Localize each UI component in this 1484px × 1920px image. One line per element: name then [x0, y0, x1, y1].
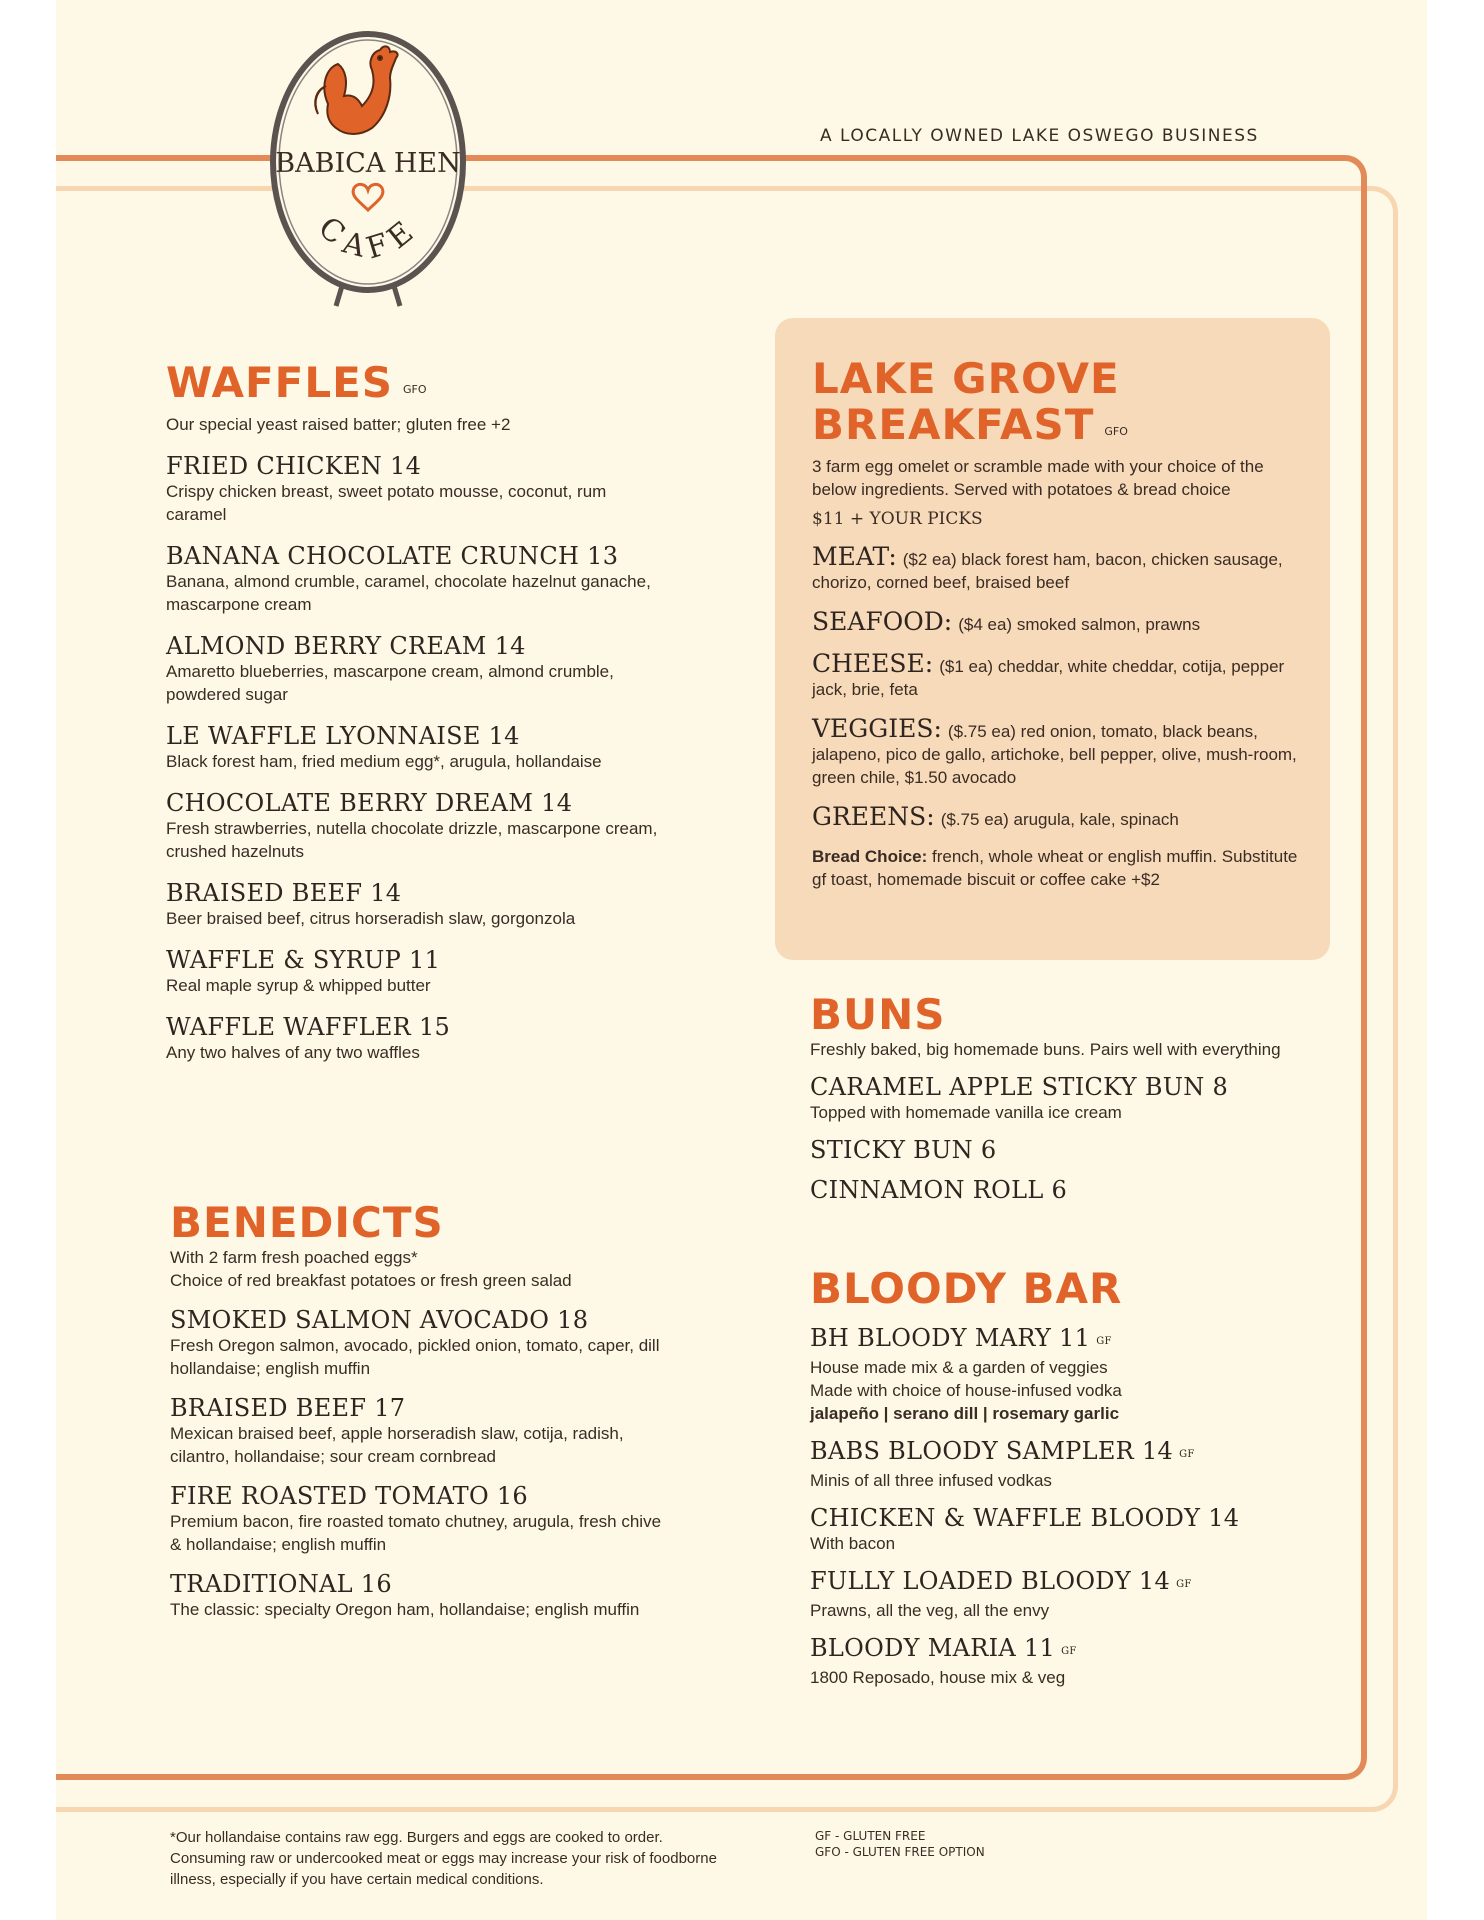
breakfast-pick: SEAFOOD: ($4 ea) smoked salmon, prawns: [812, 607, 1201, 636]
breakfast-title-2: BREAKFAST GFO: [812, 400, 1128, 449]
menu-item: [170, 1306, 670, 1380]
benedicts-section: [170, 1200, 670, 1621]
menu-item: [810, 1324, 1330, 1425]
menu-item: [166, 542, 666, 616]
menu-item-name: LE WAFFLE LYONNAISE 14: [166, 722, 520, 750]
menu-item-description: Fresh strawberries, nutella chocolate drizzle, mascarpone cream, crushed hazelnuts: [166, 819, 658, 861]
breakfast-section: [812, 356, 1312, 891]
menu-item-description: The classic: specialty Oregon ham, hollandaise; english muffin: [170, 1600, 640, 1619]
menu-item: [166, 946, 666, 997]
menu-item: [170, 1482, 670, 1556]
menu-item-name: CHOCOLATE BERRY DREAM 14: [166, 789, 573, 817]
menu-item-description: Mexican braised beef, apple horseradish slaw, cotija, radish, cilantro, hollandaise; sour cream cornbread: [170, 1424, 624, 1466]
menu-item: [810, 1567, 1330, 1622]
breakfast-pick: MEAT: ($2 ea) black forest ham, bacon, chicken sausage, chorizo, corned beef, braised beef: [812, 542, 1283, 592]
menu-item-description: Crispy chicken breast, sweet potato mousse, coconut, rum caramel: [166, 482, 607, 524]
menu-item-description: Made with choice of house-infused vodka: [810, 1381, 1122, 1400]
menu-item-name: WAFFLE WAFFLER 15: [166, 1013, 451, 1041]
gfo-tag: GFO: [403, 383, 427, 396]
menu-item: [810, 1176, 1330, 1204]
menu-item: [170, 1570, 670, 1621]
menu-item-description: Premium bacon, fire roasted tomato chutney, arugula, fresh chive & hollandaise; english muffin: [170, 1512, 662, 1554]
menu-item: [810, 1136, 1330, 1164]
gf-legend: GF - GLUTEN FREE GFO - GLUTEN FREE OPTION: [815, 1829, 985, 1859]
tagline: A LOCALLY OWNED LAKE OSWEGO BUSINESS: [820, 126, 1259, 146]
menu-item-description: Beer braised beef, citrus horseradish slaw, gorgonzola: [166, 909, 576, 928]
gf-tag: GF: [1176, 1579, 1192, 1590]
menu-item-name: STICKY BUN 6: [810, 1136, 997, 1164]
gf-tag: GF: [1096, 1336, 1112, 1347]
menu-item-name: BH BLOODY MARY 11 GF: [810, 1324, 1112, 1352]
menu-item-name: TRADITIONAL 16: [170, 1570, 392, 1598]
menu-item-name: SMOKED SALMON AVOCADO 18: [170, 1306, 589, 1334]
buns-subtitle: Freshly baked, big homemade buns. Pairs well with everything: [810, 1040, 1281, 1059]
menu-item-description: Amaretto blueberries, mascarpone cream, almond crumble, powdered sugar: [166, 662, 614, 704]
logo-cafe-text: CAFE: [311, 210, 427, 267]
waffles-subtitle: Our special yeast raised batter; gluten free +2: [166, 415, 511, 434]
menu-item-description: Topped with homemade vanilla ice cream: [810, 1103, 1122, 1122]
menu-item: [166, 722, 666, 773]
bread-choice: Bread Choice: french, whole wheat or english muffin. Substitute gf toast, homemade biscuit or coffee cake +$2: [812, 847, 1298, 889]
menu-item-description: Any two halves of any two waffles: [166, 1043, 420, 1062]
menu-item-description: Black forest ham, fried medium egg*, arugula, hollandaise: [166, 752, 602, 771]
menu-item: [810, 1504, 1330, 1555]
menu-item-name: BRAISED BEEF 14: [166, 879, 402, 907]
menu-item-name: BABS BLOODY SAMPLER 14 GF: [810, 1437, 1195, 1465]
menu-item: [166, 1013, 666, 1064]
benedicts-subtitle-1: With 2 farm fresh poached eggs*: [170, 1248, 418, 1267]
benedicts-subtitle-2: Choice of red breakfast potatoes or fresh green salad: [170, 1271, 572, 1290]
menu-item-description: House made mix & a garden of veggies: [810, 1358, 1108, 1377]
menu-item: [810, 1437, 1330, 1492]
menu-item: [166, 452, 666, 526]
menu-item-name: BRAISED BEEF 17: [170, 1394, 406, 1422]
menu-item-description: With bacon: [810, 1534, 896, 1553]
menu-item: [810, 1073, 1330, 1124]
menu-item-description: Prawns, all the veg, all the envy: [810, 1601, 1050, 1620]
menu-item-name: CINNAMON ROLL 6: [810, 1176, 1068, 1204]
menu-item-description: Minis of all three infused vodkas: [810, 1471, 1052, 1490]
waffles-section: [166, 360, 666, 1064]
breakfast-title-1: LAKE GROVE: [812, 354, 1120, 403]
bloody-bar-section: [810, 1266, 1330, 1689]
gfo-tag: GFO: [1104, 425, 1128, 438]
breakfast-pick: GREENS: ($.75 ea) arugula, kale, spinach: [812, 802, 1179, 831]
menu-item-name: CHICKEN & WAFFLE BLOODY 14: [810, 1504, 1240, 1532]
gf-tag: GF: [1061, 1646, 1077, 1657]
menu-item-name: CARAMEL APPLE STICKY BUN 8: [810, 1073, 1229, 1101]
menu-item: [810, 1634, 1330, 1689]
menu-item: [166, 789, 666, 863]
gf-tag: GF: [1179, 1449, 1195, 1460]
menu-item: [170, 1394, 670, 1468]
logo: [268, 24, 468, 310]
menu-item-name: WAFFLE & SYRUP 11: [166, 946, 441, 974]
breakfast-pick: CHEESE: ($1 ea) cheddar, white cheddar, cotija, pepper jack, brie, feta: [812, 649, 1285, 699]
menu-item-name: ALMOND BERRY CREAM 14: [166, 632, 526, 660]
buns-section: [810, 992, 1330, 1204]
menu-item-description: 1800 Reposado, house mix & veg: [810, 1668, 1066, 1687]
menu-item-name: FIRE ROASTED TOMATO 16: [170, 1482, 528, 1510]
breakfast-price: $11 + YOUR PICKS: [812, 509, 983, 529]
menu-item: [166, 632, 666, 706]
logo-name-text: BABICA HEN: [275, 148, 461, 179]
menu-item: [166, 879, 666, 930]
buns-title: BUNS: [810, 990, 946, 1039]
bloody-bar-title: BLOODY BAR: [810, 1264, 1123, 1313]
breakfast-pick: VEGGIES: ($.75 ea) red onion, tomato, black beans, jalapeno, pico de gallo, artichoke, bell pepper, olive, mush-room, green chile, $1.50 avocado: [812, 714, 1297, 787]
menu-item-name: FRIED CHICKEN 14: [166, 452, 422, 480]
waffles-title: WAFFLES GFO: [166, 358, 427, 407]
menu-item-description: Banana, almond crumble, caramel, chocolate hazelnut ganache, mascarpone cream: [166, 572, 651, 614]
menu-item-name: BLOODY MARIA 11 GF: [810, 1634, 1077, 1662]
menu-item-name: FULLY LOADED BLOODY 14 GF: [810, 1567, 1192, 1595]
benedicts-title: BENEDICTS: [170, 1198, 444, 1247]
menu-item-description: Real maple syrup & whipped butter: [166, 976, 431, 995]
footer-disclaimer: *Our hollandaise contains raw egg. Burgers and eggs are cooked to order. Consuming raw or undercooked meat or eggs may increase your risk of foodborne illness, especially if you have certain medical conditions.: [170, 1829, 717, 1888]
menu-item-description: Fresh Oregon salmon, avocado, pickled onion, tomato, caper, dill hollandaise; english muffin: [170, 1336, 660, 1378]
menu-item-description: jalapeño | serano dill | rosemary garlic: [810, 1404, 1120, 1423]
breakfast-subtitle: 3 farm egg omelet or scramble made with your choice of the below ingredients. Served with potatoes & bread choice: [812, 457, 1264, 499]
menu-item-name: BANANA CHOCOLATE CRUNCH 13: [166, 542, 619, 570]
